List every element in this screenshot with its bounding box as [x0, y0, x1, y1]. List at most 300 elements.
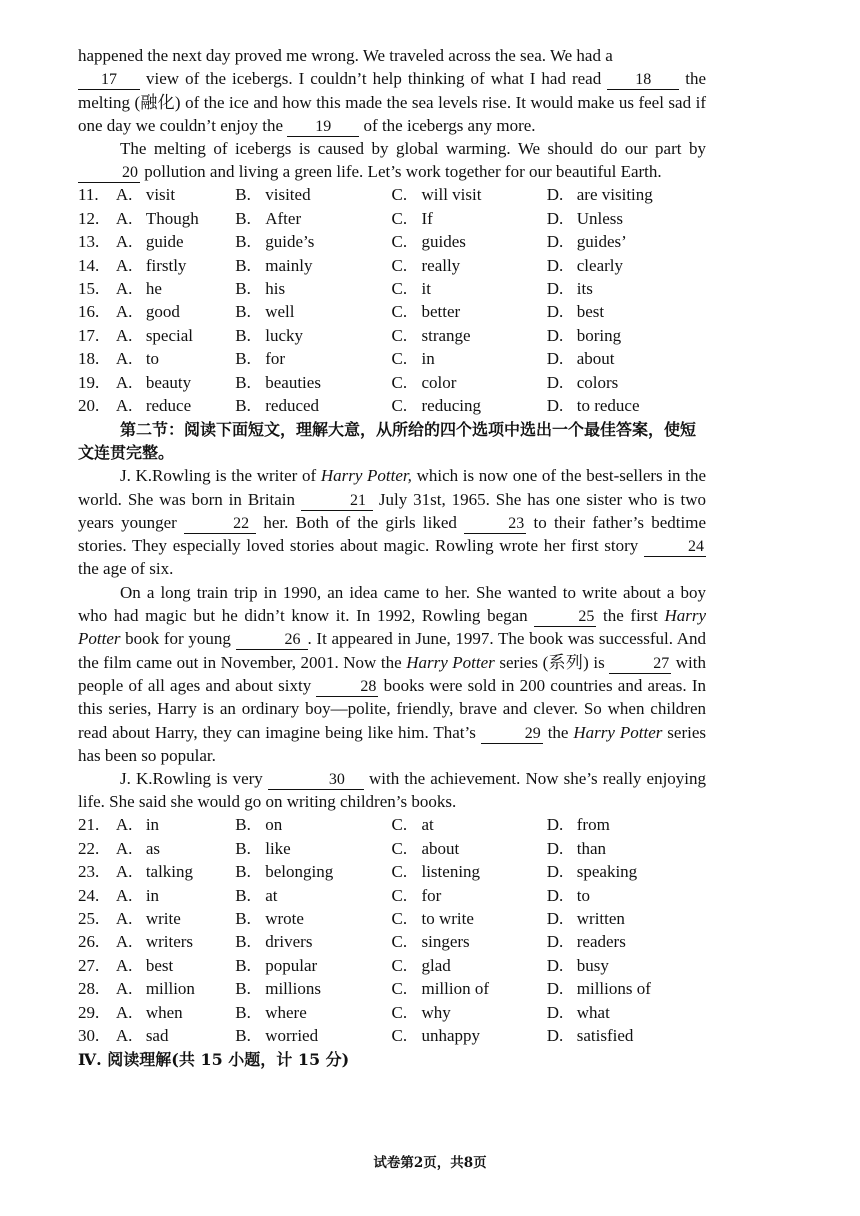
question-row: [78, 1024, 706, 1047]
option-a: [116, 909, 235, 929]
option-letter: D.: [546, 325, 564, 345]
option-letter: C.: [391, 815, 408, 835]
option-letter: D.: [546, 372, 564, 392]
option-letter: A.: [115, 232, 133, 252]
blank-17: 17: [78, 69, 140, 90]
option-letter: C.: [391, 232, 408, 252]
option-letter: A.: [115, 255, 133, 275]
question-number: 13.: [78, 232, 100, 252]
option-letter: C.: [391, 349, 408, 369]
option-d: [547, 909, 706, 929]
blank-24: 24: [644, 536, 706, 557]
option-letter: C.: [391, 185, 408, 205]
option-text: at: [265, 885, 278, 905]
option-letter: D.: [546, 815, 564, 835]
option-text: unhappy: [421, 1025, 481, 1045]
blank-21: 21: [301, 490, 373, 511]
option-b: [235, 279, 391, 299]
option-text: mainly: [265, 255, 313, 275]
question-list-11-20: [78, 184, 706, 418]
passage-text: On a long train trip in 1990, an idea came to her. She wanted to write about a boy who had magic but he didn’t know it. In 1992, Rowling began: [78, 582, 706, 626]
option-text: like: [265, 838, 291, 858]
question-number: 16.: [78, 302, 100, 322]
option-letter: D.: [546, 185, 564, 205]
option-text: about: [576, 349, 615, 369]
question-row: [78, 348, 706, 371]
option-text: will visit: [421, 185, 482, 205]
question-number: 23.: [78, 862, 100, 882]
section-heading: 第二节：阅读下面短文，理解大意，从所给的四个选项中选出一个最佳答案，使短文连贯完整。: [78, 419, 697, 462]
option-text: beauties: [265, 372, 321, 392]
passage-text: . It appeared in June, 1997. The book was successful. And the film came out in November, 2001. Now the: [78, 629, 707, 672]
option-letter: A.: [115, 302, 133, 322]
option-letter: C.: [391, 932, 408, 952]
option-letter: D.: [546, 979, 564, 999]
blank-18: 18: [607, 69, 679, 90]
option-text: reduced: [265, 395, 320, 415]
option-text: worried: [265, 1025, 319, 1045]
option-text: visit: [145, 185, 176, 205]
option-a: [116, 839, 235, 859]
passage-text: July 31st, 1965. She has one sister who is two years younger: [78, 489, 707, 532]
option-letter: D.: [546, 395, 564, 415]
option-letter: D.: [546, 208, 564, 228]
option-c: [391, 349, 546, 369]
blank-29: 29: [481, 723, 543, 744]
option-letter: B.: [235, 349, 251, 369]
option-letter: A.: [115, 908, 133, 928]
option-text: to reduce: [576, 395, 640, 415]
option-c: [391, 886, 546, 906]
option-c: [391, 279, 546, 299]
option-d: [547, 396, 706, 416]
question-number: 29.: [78, 1002, 100, 1022]
option-text: really: [421, 255, 461, 275]
passage-text: to their father’s bedtime stories. They especially loved stories about magic. Rowling wrote her first story: [78, 512, 707, 556]
option-c: [391, 932, 546, 952]
passage-text: happened the next day proved me wrong. We traveled across the sea. We had a: [78, 46, 613, 65]
option-text: millions of: [576, 979, 651, 999]
option-b: [235, 932, 391, 952]
option-a: [116, 349, 235, 369]
passage-text: series (系列) is: [499, 652, 605, 672]
option-text: to: [576, 885, 590, 905]
passage1-paragraph2: [78, 137, 706, 184]
option-c: [391, 815, 546, 835]
option-text: speaking: [576, 862, 638, 882]
question-row: [78, 231, 706, 254]
option-d: [547, 932, 706, 952]
option-d: [547, 185, 706, 205]
option-letter: B.: [235, 1002, 251, 1022]
option-letter: B.: [235, 885, 251, 905]
option-c: [391, 1026, 546, 1046]
question-number: 25.: [78, 908, 100, 928]
passage-text: books were sold in 200 countries and areas. In this series, Harry is an ordinary boy—polite, friendly, brave and clever. So when children read about Harry, they can imagine being like him. That’s: [78, 675, 707, 742]
option-a: [116, 1026, 235, 1046]
option-a: [116, 209, 235, 229]
option-text: listening: [421, 862, 481, 882]
option-c: [391, 956, 546, 976]
question-number: 26.: [78, 932, 100, 952]
book-title: Harry Potter: [406, 652, 495, 672]
option-letter: C.: [391, 372, 408, 392]
question-number: 15.: [78, 279, 100, 299]
option-letter: A.: [115, 979, 133, 999]
question-number: 22.: [78, 838, 100, 858]
option-a: [116, 185, 235, 205]
option-letter: B.: [235, 955, 251, 975]
option-letter: B.: [235, 185, 251, 205]
blank-19: 19: [287, 116, 359, 137]
option-text: drivers: [265, 932, 313, 952]
option-b: [235, 209, 391, 229]
option-a: [116, 979, 235, 999]
question-row: [78, 861, 706, 884]
option-letter: D.: [546, 885, 564, 905]
option-letter: A.: [115, 885, 133, 905]
option-text: for: [265, 349, 286, 369]
option-d: [547, 209, 706, 229]
option-letter: D.: [546, 232, 564, 252]
option-text: best: [145, 955, 174, 975]
option-text: If: [421, 208, 433, 228]
blank-20: 20: [78, 162, 140, 183]
book-title: Harry Potter,: [320, 466, 412, 486]
option-text: guides: [421, 232, 466, 252]
option-d: [547, 232, 706, 252]
option-letter: C.: [391, 279, 408, 299]
option-c: [391, 373, 546, 393]
blank-30: 30: [268, 769, 364, 790]
option-letter: B.: [235, 838, 251, 858]
option-text: After: [265, 208, 302, 228]
passage-text: The melting of icebergs is caused by global warming. We should do our part by: [120, 139, 706, 159]
passage-text: the first: [602, 606, 658, 626]
question-list-21-30: [78, 814, 706, 1048]
option-a: [116, 326, 235, 346]
option-text: on: [265, 815, 283, 835]
option-letter: B.: [235, 1025, 251, 1045]
option-letter: B.: [235, 279, 251, 299]
option-text: best: [576, 302, 605, 322]
passage-text: view of the icebergs. I couldn’t help thinking of what I had read: [146, 69, 602, 89]
option-letter: A.: [115, 1002, 133, 1022]
option-letter: C.: [391, 255, 408, 275]
option-text: firstly: [145, 255, 187, 275]
option-c: [391, 232, 546, 252]
option-letter: A.: [115, 955, 133, 975]
option-text: write: [145, 908, 181, 928]
option-letter: C.: [391, 908, 408, 928]
option-d: [547, 862, 706, 882]
option-text: color: [421, 372, 457, 392]
option-text: when: [145, 1002, 183, 1022]
option-d: [547, 839, 706, 859]
passage-text: her. Both of the girls liked: [263, 512, 457, 532]
option-letter: C.: [391, 302, 408, 322]
option-letter: B.: [235, 208, 251, 228]
question-row: [78, 394, 706, 417]
option-c: [391, 839, 546, 859]
option-text: to: [145, 349, 160, 369]
option-text: writers: [145, 932, 194, 952]
option-text: guide: [145, 232, 184, 252]
option-text: beauty: [145, 372, 192, 392]
option-letter: B.: [235, 932, 251, 952]
option-letter: D.: [546, 255, 564, 275]
blank-23: 23: [464, 513, 526, 534]
option-c: [391, 302, 546, 322]
option-d: [547, 815, 706, 835]
option-c: [391, 396, 546, 416]
option-letter: D.: [546, 302, 564, 322]
passage-text: J. K.Rowling is very: [120, 769, 263, 789]
option-b: [235, 862, 391, 882]
option-text: from: [576, 815, 610, 835]
option-b: [235, 979, 391, 999]
question-number: 21.: [78, 815, 100, 835]
option-letter: D.: [546, 932, 564, 952]
passage-text: the age of six.: [78, 559, 174, 579]
option-letter: B.: [235, 372, 251, 392]
option-text: as: [145, 838, 160, 858]
option-letter: A.: [115, 279, 133, 299]
option-text: he: [145, 279, 162, 299]
option-d: [547, 1026, 706, 1046]
option-a: [116, 1003, 235, 1023]
option-letter: B.: [235, 325, 251, 345]
option-b: [235, 396, 391, 416]
option-text: talking: [145, 862, 194, 882]
passage1-paragraph1: [78, 44, 706, 137]
option-letter: D.: [546, 838, 564, 858]
question-row: [78, 324, 706, 347]
option-text: at: [421, 815, 434, 835]
question-row: [78, 814, 706, 837]
option-letter: A.: [115, 372, 133, 392]
question-row: [78, 954, 706, 977]
option-a: [116, 373, 235, 393]
book-title: Harry Potter: [573, 722, 663, 742]
option-text: his: [265, 279, 286, 299]
option-text: satisfied: [576, 1025, 634, 1045]
question-row: [78, 371, 706, 394]
option-text: million: [145, 979, 195, 999]
book-title: Harry Potter: [78, 606, 707, 649]
option-letter: B.: [235, 232, 251, 252]
option-text: good: [145, 302, 180, 322]
question-row: [78, 977, 706, 1000]
option-text: glad: [421, 955, 451, 975]
option-d: [547, 349, 706, 369]
option-letter: C.: [391, 979, 408, 999]
option-text: its: [576, 279, 593, 299]
option-b: [235, 1026, 391, 1046]
option-c: [391, 326, 546, 346]
question-number: 19.: [78, 372, 100, 392]
option-a: [116, 815, 235, 835]
option-d: [547, 956, 706, 976]
option-letter: A.: [115, 838, 133, 858]
option-text: reduce: [145, 395, 192, 415]
option-letter: A.: [115, 208, 133, 228]
option-letter: A.: [115, 349, 133, 369]
option-d: [547, 373, 706, 393]
option-text: strange: [421, 325, 471, 345]
question-number: 17.: [78, 325, 100, 345]
option-d: [547, 302, 706, 322]
option-d: [547, 979, 706, 999]
option-letter: A.: [115, 932, 133, 952]
question-row: [78, 884, 706, 907]
passage-text: the melting (融化) of the ice and how this made the sea levels rise. It would make us feel sad if one day we couldn’t enjoy the: [78, 69, 707, 135]
option-d: [547, 1003, 706, 1023]
passage-text: the: [547, 722, 569, 742]
option-d: [547, 256, 706, 276]
option-letter: C.: [391, 208, 408, 228]
option-letter: C.: [391, 838, 408, 858]
option-b: [235, 1003, 391, 1023]
option-letter: C.: [391, 1002, 408, 1022]
option-text: written: [576, 908, 625, 928]
option-letter: C.: [391, 1025, 408, 1045]
option-b: [235, 232, 391, 252]
question-number: 18.: [78, 349, 100, 369]
question-number: 11.: [78, 185, 99, 205]
option-text: about: [421, 838, 460, 858]
option-text: boring: [576, 325, 622, 345]
option-text: special: [145, 325, 194, 345]
option-a: [116, 956, 235, 976]
option-c: [391, 909, 546, 929]
exam-content: [78, 44, 706, 1071]
option-text: million of: [421, 979, 490, 999]
blank-27: 27: [609, 653, 671, 674]
option-text: Unless: [576, 208, 624, 228]
option-b: [235, 256, 391, 276]
option-text: in: [145, 815, 160, 835]
option-letter: D.: [546, 1002, 564, 1022]
option-text: guide’s: [265, 232, 315, 252]
blank-28: 28: [316, 676, 378, 697]
passage-text: of the icebergs any more.: [363, 115, 536, 135]
option-b: [235, 886, 391, 906]
option-b: [235, 839, 391, 859]
option-letter: B.: [235, 815, 251, 835]
option-text: in: [421, 349, 435, 369]
option-text: where: [265, 1002, 307, 1022]
option-text: well: [265, 302, 295, 322]
option-b: [235, 326, 391, 346]
question-row: [78, 837, 706, 860]
option-text: are visiting: [576, 185, 653, 205]
option-letter: C.: [391, 395, 408, 415]
option-text: Though: [145, 208, 199, 228]
option-text: readers: [576, 932, 626, 952]
option-text: for: [421, 885, 442, 905]
question-number: 30.: [78, 1025, 100, 1045]
option-b: [235, 909, 391, 929]
option-text: it: [421, 279, 431, 299]
option-text: guides’: [576, 232, 627, 252]
option-a: [116, 886, 235, 906]
passage2-paragraph1: [78, 464, 706, 580]
option-letter: C.: [391, 955, 408, 975]
passage-text: J. K.Rowling is the writer of: [120, 466, 317, 486]
option-text: popular: [265, 955, 318, 975]
passage2-paragraph3: [78, 767, 706, 814]
question-row: [78, 207, 706, 230]
option-text: sad: [145, 1025, 169, 1045]
option-a: [116, 862, 235, 882]
page-footer: 试卷第2页，共8页: [373, 1155, 487, 1171]
blank-26: 26: [236, 629, 308, 650]
option-letter: A.: [115, 185, 133, 205]
option-c: [391, 185, 546, 205]
passage2-paragraph2: [78, 581, 706, 767]
option-letter: C.: [391, 885, 408, 905]
option-text: lucky: [265, 325, 304, 345]
passage-text: which is now one of the best-sellers in the world. She was born in Britain: [78, 466, 706, 509]
option-letter: A.: [115, 1025, 133, 1045]
question-row: [78, 907, 706, 930]
option-text: than: [576, 838, 607, 858]
option-letter: B.: [235, 302, 251, 322]
option-letter: D.: [546, 279, 564, 299]
option-letter: D.: [546, 862, 564, 882]
option-letter: B.: [235, 908, 251, 928]
question-number: 24.: [78, 885, 100, 905]
option-a: [116, 302, 235, 322]
option-text: busy: [576, 955, 609, 975]
passage-text: pollution and living a green life. Let’s work together for our beautiful Earth.: [144, 162, 662, 182]
option-letter: A.: [115, 325, 133, 345]
option-b: [235, 815, 391, 835]
option-d: [547, 279, 706, 299]
question-row: [78, 301, 706, 324]
option-a: [116, 232, 235, 252]
option-b: [235, 349, 391, 369]
option-letter: D.: [546, 1025, 564, 1045]
option-letter: B.: [235, 862, 251, 882]
option-text: colors: [576, 372, 619, 392]
option-text: to write: [421, 908, 474, 928]
option-text: visited: [265, 185, 311, 205]
option-text: in: [145, 885, 160, 905]
option-letter: B.: [235, 979, 251, 999]
question-row: [78, 277, 706, 300]
option-letter: A.: [115, 862, 133, 882]
option-b: [235, 956, 391, 976]
option-text: belonging: [265, 862, 334, 882]
passage-text: book for young: [125, 629, 231, 649]
option-letter: A.: [115, 395, 133, 415]
question-number: 20.: [78, 395, 100, 415]
option-c: [391, 979, 546, 999]
option-c: [391, 256, 546, 276]
option-d: [547, 886, 706, 906]
option-letter: D.: [546, 349, 564, 369]
blank-25: 25: [534, 606, 596, 627]
option-letter: D.: [546, 908, 564, 928]
question-number: 12.: [78, 208, 100, 228]
question-row: [78, 1001, 706, 1024]
question-number: 14.: [78, 255, 100, 275]
option-text: clearly: [576, 255, 623, 275]
section-heading-reading: Ⅳ. 阅读理解(共 15 小题，计 15 分): [78, 1049, 350, 1069]
option-b: [235, 373, 391, 393]
